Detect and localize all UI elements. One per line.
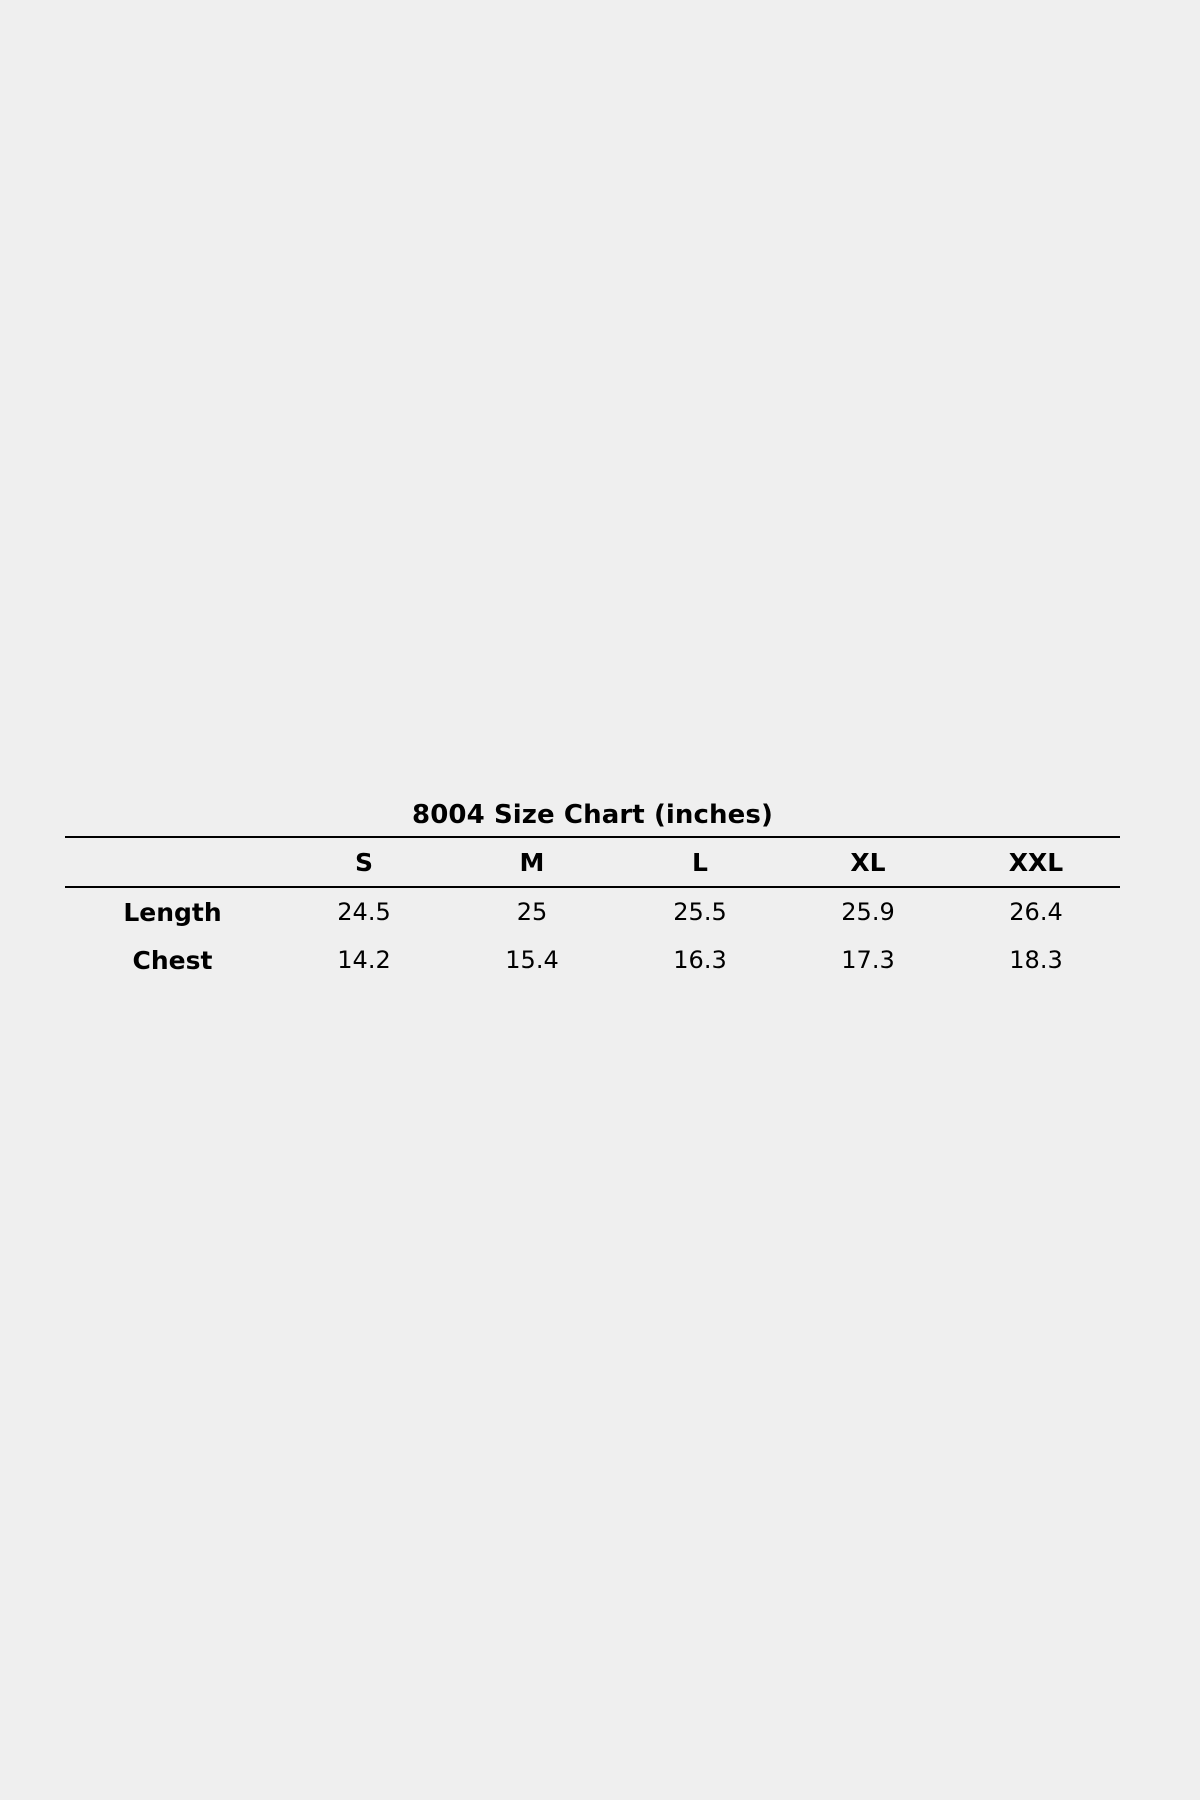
column-header-l: L — [692, 847, 708, 877]
table-row — [65, 936, 1120, 984]
cell-length-xxl: 26.4 — [1009, 898, 1063, 926]
cell-length-xl: 25.9 — [841, 898, 895, 926]
row-label-length: Length — [123, 897, 222, 927]
cell-chest-l: 16.3 — [673, 946, 727, 974]
table-row — [65, 887, 1120, 936]
column-header-m: M — [519, 847, 545, 877]
cell-length-l: 25.5 — [673, 898, 727, 926]
cell-chest-m: 15.4 — [505, 946, 559, 974]
table-header — [65, 837, 1120, 887]
cell-length-m: 25 — [516, 898, 548, 926]
row-label-chest: Chest — [132, 945, 213, 975]
size-chart-container — [65, 800, 1120, 984]
size-chart-table — [65, 836, 1120, 984]
cell-chest-xl: 17.3 — [841, 946, 895, 974]
cell-chest-s: 14.2 — [337, 946, 391, 974]
column-header-s: S — [354, 847, 373, 877]
table-header-row — [65, 837, 1120, 887]
cell-length-s: 24.5 — [337, 898, 391, 926]
page-title: 8004 Size Chart (inches) — [412, 800, 773, 830]
cell-chest-xxl: 18.3 — [1009, 946, 1063, 974]
column-header-xl: XL — [850, 847, 886, 877]
table-body — [65, 887, 1120, 984]
column-header-xxl: XXL — [1008, 847, 1064, 877]
table-corner-header — [65, 837, 280, 887]
